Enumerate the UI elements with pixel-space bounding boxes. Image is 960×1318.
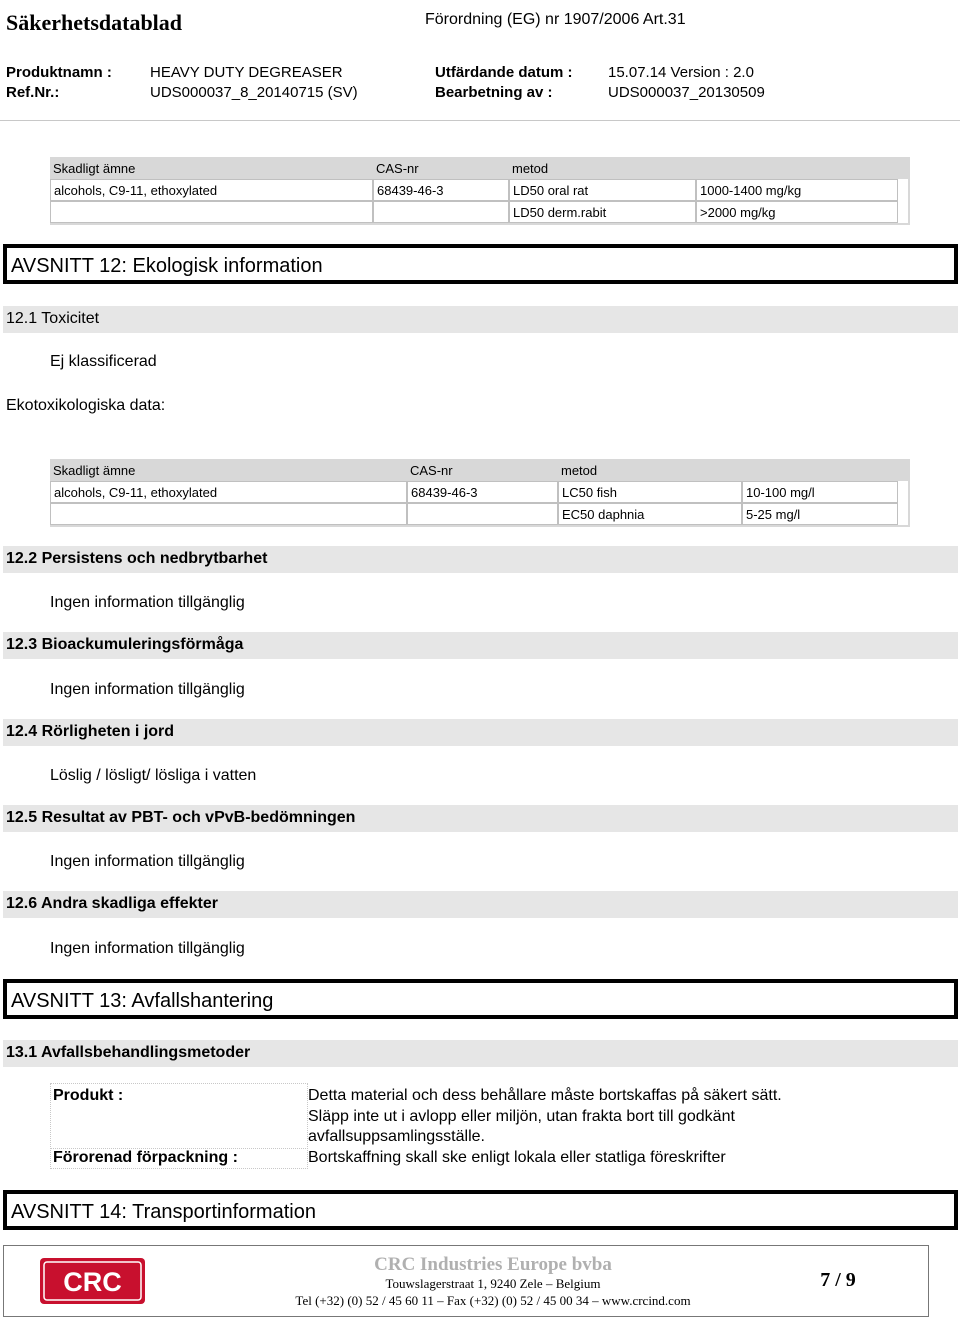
subsection-12-4 bbox=[3, 719, 958, 746]
product-disposal-label: Produkt : bbox=[53, 1087, 124, 1104]
section-14-header bbox=[3, 1190, 958, 1230]
subsection-title: 13.1 Avfallsbehandlingsmetoder bbox=[6, 1044, 251, 1061]
product-disposal-text: avfallsuppsamlingsställe. bbox=[308, 1128, 485, 1145]
column-header: CAS-nr bbox=[410, 463, 453, 478]
regulation-reference: Förordning (EG) nr 1907/2006 Art.31 bbox=[425, 11, 686, 28]
document-title: Säkerhetsdatablad bbox=[6, 10, 183, 35]
table-cell: 68439-46-3 bbox=[407, 481, 558, 503]
section-12-header bbox=[3, 244, 958, 284]
company-address: Touwslagerstraat 1, 9240 Zele – Belgium bbox=[385, 1276, 601, 1291]
table-cell: 68439-46-3 bbox=[373, 179, 509, 201]
table-cell: LD50 derm.rabit bbox=[509, 201, 696, 223]
crc-logo bbox=[40, 1258, 145, 1304]
table-cell: 10-100 mg/l bbox=[742, 481, 898, 503]
issue-date-label: Utfärdande datum : bbox=[435, 64, 573, 81]
ecotox-table bbox=[50, 459, 910, 527]
table-cell: 1000-1400 mg/kg bbox=[696, 179, 898, 201]
other-effects-text: Ingen information tillgänglig bbox=[50, 940, 245, 957]
header-divider bbox=[0, 120, 960, 121]
subsection-title: 12.2 Persistens och nedbrytbarhet bbox=[6, 550, 268, 567]
product-name-label: Produktnamn : bbox=[6, 64, 112, 81]
table-cell: alcohols, C9-11, ethoxylated bbox=[50, 481, 407, 503]
packaging-disposal-text: Bortskaffning skall ske enligt lokala eller statliga föreskrifter bbox=[308, 1149, 726, 1166]
subsection-12-3 bbox=[3, 632, 958, 659]
persistence-text: Ingen information tillgänglig bbox=[50, 594, 245, 611]
subsection-12-6 bbox=[3, 891, 958, 918]
company-contact: Tel (+32) (0) 52 / 45 60 11 – Fax (+32) (0) 52 / 45 00 34 – www.crcind.com bbox=[295, 1293, 691, 1308]
table-cell: 5-25 mg/l bbox=[742, 503, 898, 525]
ref-label: Ref.Nr.: bbox=[6, 84, 60, 101]
issue-date-value: 15.07.14 Version : 2.0 bbox=[608, 64, 754, 81]
product-disposal-text: Detta material och dess behållare måste bortskaffas på säkert sätt. bbox=[308, 1087, 782, 1104]
subsection-13-1 bbox=[3, 1040, 958, 1067]
column-header: metod bbox=[512, 161, 549, 176]
logo-text: CRC bbox=[63, 1267, 122, 1297]
table-cell: >2000 mg/kg bbox=[696, 201, 898, 223]
toxicology-table bbox=[50, 157, 910, 225]
product-disposal-text: Släpp inte ut i avlopp eller miljön, utan frakta bort till godkänt bbox=[308, 1108, 735, 1125]
page-number: 7 / 9 bbox=[820, 1269, 856, 1291]
subsection-12-5 bbox=[3, 805, 958, 832]
table-cell: LD50 oral rat bbox=[509, 179, 696, 201]
table-frame bbox=[50, 459, 910, 527]
ref-value: UDS000037_8_20140715 (SV) bbox=[150, 84, 358, 101]
product-name-value: HEAVY DUTY DEGREASER bbox=[150, 64, 343, 81]
subsection-12-2 bbox=[3, 546, 958, 573]
table-cell: EC50 daphnia bbox=[558, 503, 742, 525]
subsection-title: 12.6 Andra skadliga effekter bbox=[6, 895, 218, 912]
subsection-title: 12.1 Toxicitet bbox=[6, 310, 100, 327]
bioaccumulation-text: Ingen information tillgänglig bbox=[50, 681, 245, 698]
waste-label-column-top bbox=[50, 1083, 308, 1084]
subsection-title: 12.5 Resultat av PBT- och vPvB-bedömningen bbox=[6, 809, 356, 826]
section-title: AVSNITT 13: Avfallshantering bbox=[11, 990, 274, 1012]
column-header: CAS-nr bbox=[376, 161, 419, 176]
section-title: AVSNITT 14: Transportinformation bbox=[11, 1201, 316, 1223]
ecotox-label: Ekotoxikologiska data: bbox=[6, 397, 166, 414]
soil-mobility-text: Löslig / lösligt/ lösliga i vatten bbox=[50, 767, 257, 784]
revision-label: Bearbetning av : bbox=[435, 84, 553, 101]
company-name: CRC Industries Europe bvba bbox=[374, 1254, 612, 1275]
packaging-disposal-label: Förorenad förpackning : bbox=[53, 1149, 238, 1166]
classification-text: Ej klassificerad bbox=[50, 353, 157, 370]
column-header: metod bbox=[561, 463, 598, 478]
column-header: Skadligt ämne bbox=[53, 463, 136, 478]
table-cell: alcohols, C9-11, ethoxylated bbox=[50, 179, 373, 201]
subsection-title: 12.4 Rörligheten i jord bbox=[6, 723, 175, 740]
table-frame bbox=[50, 157, 910, 225]
pbt-assessment-text: Ingen information tillgänglig bbox=[50, 853, 245, 870]
section-title: AVSNITT 12: Ekologisk information bbox=[11, 255, 323, 277]
section-13-header bbox=[3, 979, 958, 1019]
column-header: Skadligt ämne bbox=[53, 161, 136, 176]
subsection-12-1 bbox=[3, 306, 958, 333]
subsection-title: 12.3 Bioackumuleringsförmåga bbox=[6, 636, 244, 653]
table-cell: LC50 fish bbox=[558, 481, 742, 503]
revision-value: UDS000037_20130509 bbox=[608, 84, 765, 101]
